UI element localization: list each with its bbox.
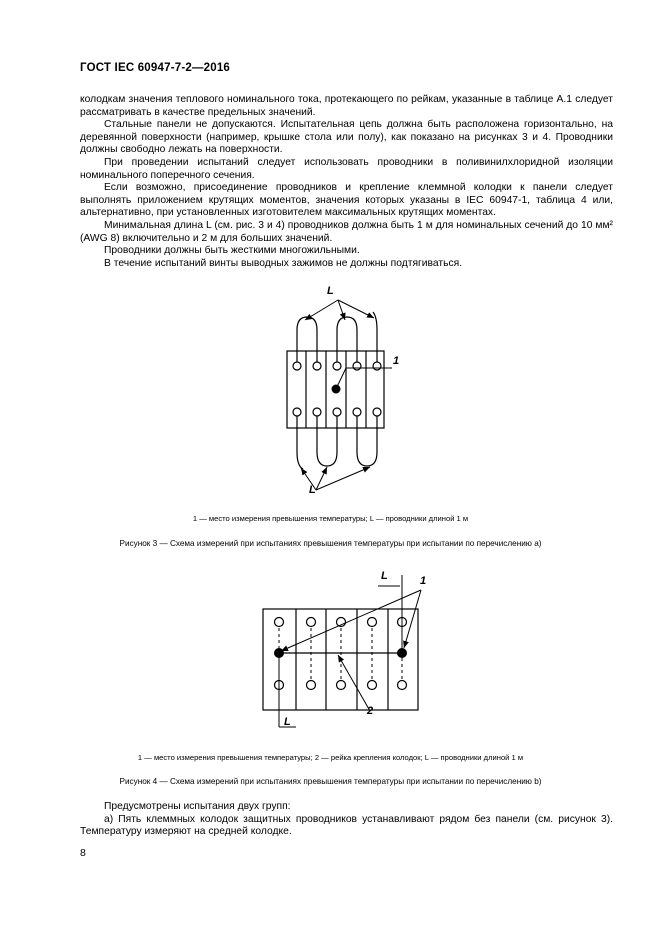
paragraph: Предусмотрены испытания двух групп: (104, 801, 291, 812)
document-header: ГОСТ IEC 60947-7-2—2016 (80, 62, 231, 74)
paragraph: При проведении испытаний следует использовать проводники в поливинилхлоридной изоляции номинального поперечного сечения. (80, 156, 613, 181)
fig3-conductor-loop (317, 412, 337, 466)
page-number: 8 (80, 847, 86, 859)
fig3-conductor-loop (337, 317, 357, 366)
paragraph: Проводники должны быть жесткими многожильными. (104, 245, 360, 257)
paragraph: Стальные панели не допускаются. Испытательная цепь должна быть расположена горизонтально, на деревянной поверхности (например, крышке стола или полу), как показано на рисунках 3 и 4. Проводники должны свободно лежать на поверхности. (80, 119, 613, 156)
fig4-label-1: 1 (420, 575, 427, 587)
fig4-label-L-top: L (381, 570, 388, 582)
fig3-label-1: 1 (393, 355, 400, 367)
paragraph: а) Пять клеммных колодок защитных проводников устанавливают рядом без панели (см. рисунок 3). Температуру измеряют на средней колодке. (80, 813, 613, 838)
figure-3-legend: 1 — место измерения превышения температуры; L — проводники длиной 1 м (192, 514, 469, 523)
fig3-label-L: L (327, 285, 334, 297)
paragraph: В течение испытаний винты выводных зажимов не должны подтягиваться. (104, 257, 463, 269)
fig4-label-L-bottom: L (284, 716, 291, 728)
fig3-conductor-loop (357, 412, 377, 466)
fig4-label-2: 2 (367, 705, 374, 717)
body-text-bottom (80, 801, 613, 839)
paragraph: Минимальная длина L (см. рис. 3 и 4) проводников должна быть 1 м для номинальных сечений до 10 мм² (AWG 8) включительно и 2 м для больших значений. (80, 219, 613, 244)
paragraph: Если возможно, присоединение проводников и крепление клеммной колодки к панели следует выполнять приложением крутящих моментов, значения которых указаны в IEC 60947-1, таблица 4 или, альтернативно, при установленных изготовителем максимальных крутящих моментах. (80, 182, 613, 219)
figure-3-caption: Рисунок 3 — Схема измерений при испытаниях превышения температуры при испытании по перечислению а) (119, 539, 542, 548)
fig3-label-L-bottom: L (309, 484, 316, 496)
figure-4-legend: 1 — место измерения превышения температуры; 2 — рейка крепления колодок; L — проводники длиной 1 м (137, 753, 524, 762)
fig3-conductor-loop (297, 317, 317, 366)
figure-4-caption: Рисунок 4 — Схема измерений при испытаниях превышения температуры при испытании по перечислению b) (119, 777, 542, 786)
paragraph: колодкам значения теплового номинального тока, протекающего по рейкам, указанные в таблице А.1 следует рассматривать в качестве предельных значений. (80, 94, 613, 118)
